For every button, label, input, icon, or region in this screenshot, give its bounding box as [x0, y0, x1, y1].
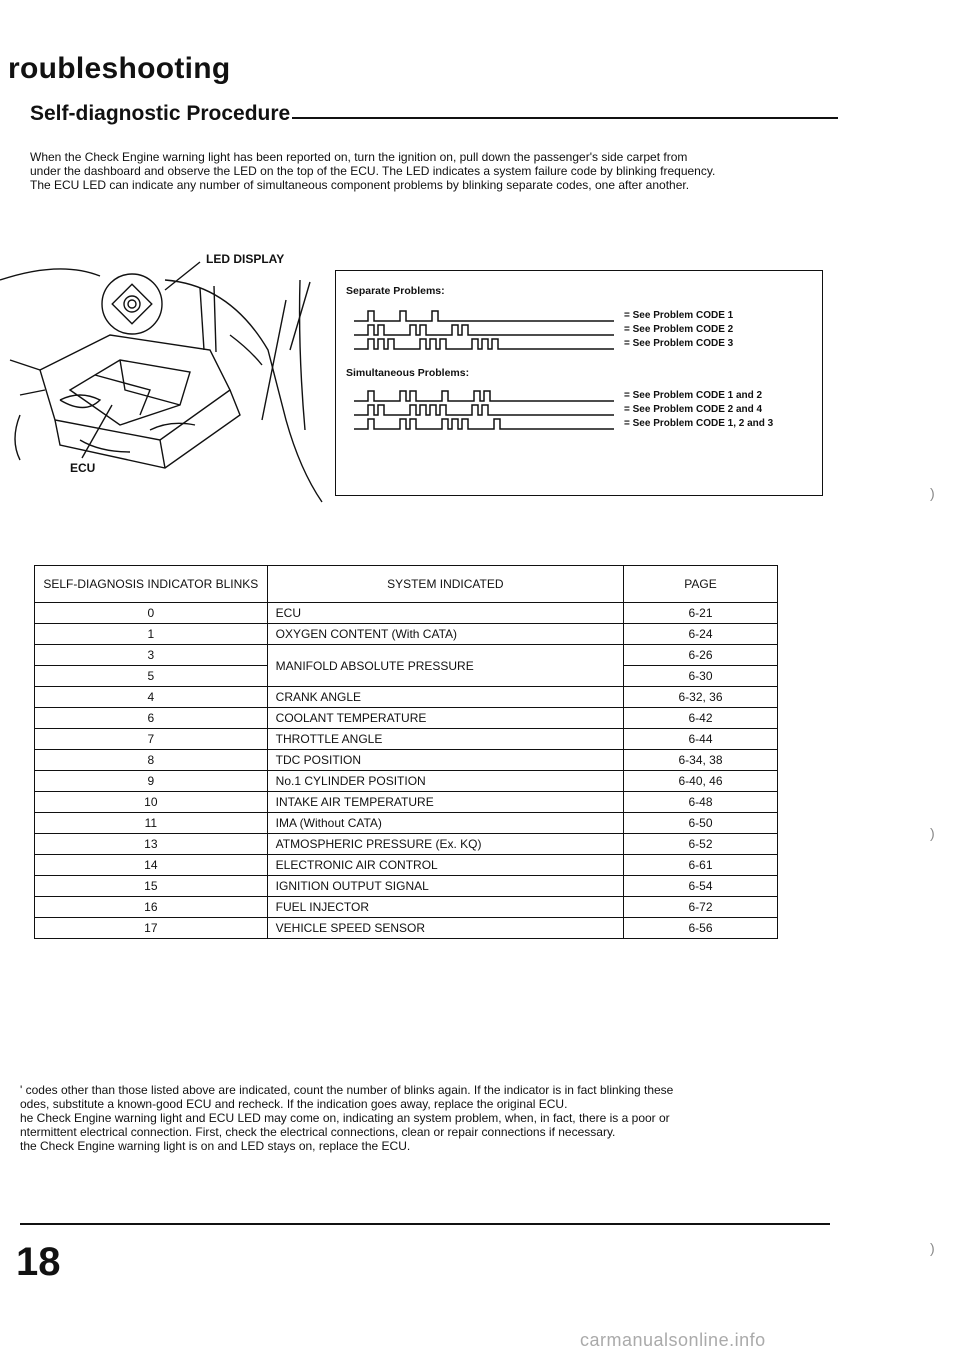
system-cell: IGNITION OUTPUT SIGNAL [267, 876, 623, 897]
footnote-line: he Check Engine warning light and ECU LED may come on, indicating an system problem, when, in fact, there is a poor or [20, 1111, 670, 1125]
system-cell: FUEL INJECTOR [267, 897, 623, 918]
binding-edge-mark: ) [930, 1240, 935, 1256]
page-title: roubleshooting [8, 52, 231, 85]
table-row [35, 792, 778, 813]
blinks-cell: 3 [35, 645, 268, 666]
page-cell: 6-61 [623, 855, 777, 876]
legend-row-desc: = See Problem CODE 2 and 4 [624, 404, 763, 415]
table-row [35, 687, 778, 708]
blink-pulse-line [354, 419, 614, 429]
table-row [35, 771, 778, 792]
system-cell: VEHICLE SPEED SENSOR [267, 918, 623, 939]
blinks-cell: 13 [35, 834, 268, 855]
page-cell: 6-50 [623, 813, 777, 834]
blinks-cell: 17 [35, 918, 268, 939]
blink-pulse-line [354, 339, 614, 349]
section-subtitle: Self-diagnostic Procedure [30, 102, 291, 125]
system-cell: TDC POSITION [267, 750, 623, 771]
blinks-cell: 9 [35, 771, 268, 792]
page-cell: 6-56 [623, 918, 777, 939]
legend-row-desc: = See Problem CODE 1 [624, 310, 734, 321]
table-row [35, 750, 778, 771]
page-cell: 6-48 [623, 792, 777, 813]
led-display-label: LED DISPLAY [206, 252, 285, 266]
table-row [35, 603, 778, 624]
table-row [35, 834, 778, 855]
ecu-label: ECU [70, 461, 96, 475]
system-cell: THROTTLE ANGLE [267, 729, 623, 750]
blink-pulse-line [354, 405, 614, 415]
footnote-line: odes, substitute a known-good ECU and recheck. If the indication goes away, replace the original ECU. [20, 1097, 568, 1111]
table-row [35, 918, 778, 939]
system-cell: CRANK ANGLE [267, 687, 623, 708]
blinks-cell: 15 [35, 876, 268, 897]
intro-line: The ECU LED can indicate any number of simultaneous component problems by blinking separate codes, one after another. [30, 178, 690, 192]
blinks-cell: 8 [35, 750, 268, 771]
blink-waveform [354, 309, 616, 323]
system-cell: ATMOSPHERIC PRESSURE (Ex. KQ) [267, 834, 623, 855]
subtitle-rule [292, 117, 838, 119]
page-cell: 6-72 [623, 897, 777, 918]
page-number: 18 [16, 1240, 61, 1284]
page-cell: 6-26 [623, 645, 777, 666]
page-cell: 6-24 [623, 624, 777, 645]
blinks-cell: 14 [35, 855, 268, 876]
system-cell: INTAKE AIR TEMPERATURE [267, 792, 623, 813]
page-cell: 6-42 [623, 708, 777, 729]
blinks-cell: 11 [35, 813, 268, 834]
system-cell: ECU [267, 603, 623, 624]
simultaneous-problems-heading: Simultaneous Problems: [346, 367, 470, 379]
column-header-page: PAGE [623, 566, 777, 603]
footnote-line: ntermittent electrical connection. First, check the electrical connections, clean or repair connections if necessary. [20, 1125, 616, 1139]
blink-waveform [354, 417, 616, 431]
blink-pulse-line [354, 325, 614, 335]
page-cell: 6-54 [623, 876, 777, 897]
blink-waveform [354, 337, 616, 351]
system-cell: ELECTRONIC AIR CONTROL [267, 855, 623, 876]
blinks-cell: 1 [35, 624, 268, 645]
system-cell: OXYGEN CONTENT (With CATA) [267, 624, 623, 645]
blink-waveform [354, 403, 616, 417]
blinks-cell: 7 [35, 729, 268, 750]
blinks-cell: 10 [35, 792, 268, 813]
blink-waveform [354, 389, 616, 403]
binding-edge-mark: ) [930, 485, 935, 501]
table-row [35, 876, 778, 897]
table-row [35, 645, 778, 666]
footnote-line: the Check Engine warning light is on and LED stays on, replace the ECU. [20, 1139, 411, 1153]
page-cell: 6-30 [623, 666, 777, 687]
footer-rule [20, 1223, 830, 1225]
table-row [35, 855, 778, 876]
system-cell: No.1 CYLINDER POSITION [267, 771, 623, 792]
legend-row-desc: = See Problem CODE 2 [624, 324, 734, 335]
system-cell: COOLANT TEMPERATURE [267, 708, 623, 729]
intro-line: under the dashboard and observe the LED on the top of the ECU. The LED indicates a system failure code by blinking frequency. [30, 164, 716, 178]
page-cell: 6-34, 38 [623, 750, 777, 771]
blinks-cell: 4 [35, 687, 268, 708]
table-row [35, 624, 778, 645]
blink-pulse-line [354, 391, 614, 401]
blink-pulse-line [354, 311, 614, 321]
table-header-row [35, 566, 778, 603]
blinks-cell: 5 [35, 666, 268, 687]
page-cell: 6-21 [623, 603, 777, 624]
intro-paragraph [30, 150, 830, 192]
table-row [35, 813, 778, 834]
page-cell: 6-52 [623, 834, 777, 855]
blink-legend [335, 270, 823, 496]
system-cell: IMA (Without CATA) [267, 813, 623, 834]
separate-problems-heading: Separate Problems: [346, 285, 445, 297]
blinks-cell: 0 [35, 603, 268, 624]
column-header-system: SYSTEM INDICATED [267, 566, 623, 603]
watermark: carmanualsonline.info [580, 1330, 766, 1350]
diagnostic-code-table [34, 565, 778, 939]
footnote-paragraph [20, 1083, 830, 1153]
intro-line: When the Check Engine warning light has been reported on, turn the ignition on, pull down the passenger's side carpet from [30, 150, 688, 164]
ecu-illustration [0, 240, 330, 520]
blinks-cell: 6 [35, 708, 268, 729]
page-cell: 6-44 [623, 729, 777, 750]
system-cell: MANIFOLD ABSOLUTE PRESSURE [267, 645, 623, 687]
binding-edge-mark: ) [930, 825, 935, 841]
legend-row-desc: = See Problem CODE 3 [624, 338, 734, 349]
table-row [35, 708, 778, 729]
legend-row-desc: = See Problem CODE 1 and 2 [624, 390, 763, 401]
blink-waveform [354, 323, 616, 337]
page-cell: 6-32, 36 [623, 687, 777, 708]
column-header-blinks: SELF-DIAGNOSIS INDICATOR BLINKS [35, 566, 268, 603]
blinks-cell: 16 [35, 897, 268, 918]
page-cell: 6-40, 46 [623, 771, 777, 792]
table-row [35, 729, 778, 750]
table-row [35, 897, 778, 918]
legend-row-desc: = See Problem CODE 1, 2 and 3 [624, 418, 774, 429]
footnote-line: ' codes other than those listed above are indicated, count the number of blinks again. If the indicator is in fact blinking these [20, 1083, 674, 1097]
